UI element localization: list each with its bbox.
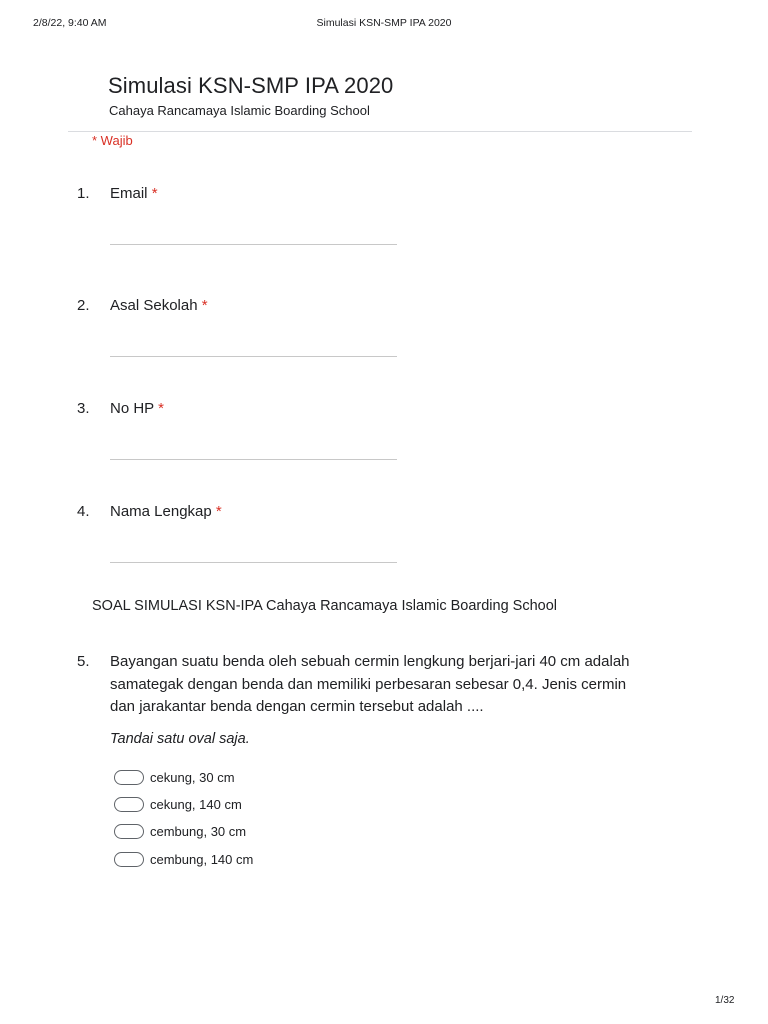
option-cekung-140[interactable] [114, 795, 242, 813]
option-label: cembung, 30 cm [150, 823, 247, 839]
print-title: Simulasi KSN-SMP IPA 2020 [316, 17, 452, 29]
radio-oval[interactable] [114, 797, 144, 812]
option-cembung-140[interactable] [114, 850, 253, 868]
question-4-number: 4. [77, 503, 90, 520]
question-1-number: 1. [77, 185, 90, 202]
question-5-line: dan jarakantar benda dengan cermin tersebut adalah .... [110, 698, 484, 715]
question-3-text: No HP [110, 400, 154, 417]
phone-answer-field[interactable] [110, 459, 397, 460]
question-1-text: Email [110, 185, 148, 202]
option-cekung-30[interactable] [114, 768, 235, 786]
form-title: Simulasi KSN-SMP IPA 2020 [108, 73, 394, 98]
option-label: cembung, 140 cm [150, 851, 254, 867]
radio-oval[interactable] [114, 770, 144, 785]
option-cembung-30[interactable] [114, 822, 246, 840]
question-5-text [110, 651, 680, 719]
option-label: cekung, 140 cm [150, 796, 242, 812]
required-asterisk: * [215, 503, 222, 520]
question-2-number: 2. [77, 297, 90, 314]
radio-oval[interactable] [114, 824, 144, 839]
school-answer-field[interactable] [110, 356, 397, 357]
full-name-answer-field[interactable] [110, 562, 397, 563]
question-4-text: Nama Lengkap [110, 503, 212, 520]
section-title: SOAL SIMULASI KSN-IPA Cahaya Rancamaya Islamic Boarding School [92, 598, 558, 614]
question-3-label [110, 400, 164, 417]
question-5-line: Bayangan suatu benda oleh sebuah cermin lengkung berjari-jari 40 cm adalah [110, 653, 630, 670]
question-4-label [110, 503, 222, 520]
question-2-text: Asal Sekolah [110, 297, 198, 314]
form-subtitle: Cahaya Rancamaya Islamic Boarding School [109, 103, 370, 118]
question-3-number: 3. [77, 400, 90, 417]
question-5-number: 5. [77, 653, 90, 670]
required-asterisk: * [151, 185, 158, 202]
option-label: cekung, 30 cm [150, 769, 235, 785]
required-asterisk: * [158, 400, 164, 417]
required-note: * Wajib [92, 133, 133, 148]
email-answer-field[interactable] [110, 244, 397, 245]
print-date: 2/8/22, 9:40 AM [33, 17, 107, 29]
page-number: 1/32 [715, 995, 735, 1006]
question-5-hint: Tandai satu oval saja. [110, 731, 250, 747]
required-asterisk: * [201, 297, 208, 314]
question-1-label [110, 185, 158, 202]
question-2-label [110, 297, 208, 314]
header-divider [68, 131, 692, 132]
question-5-line: samategak dengan benda dan memiliki perbesaran sebesar 0,4. Jenis cermin [110, 675, 627, 693]
radio-oval[interactable] [114, 852, 144, 867]
